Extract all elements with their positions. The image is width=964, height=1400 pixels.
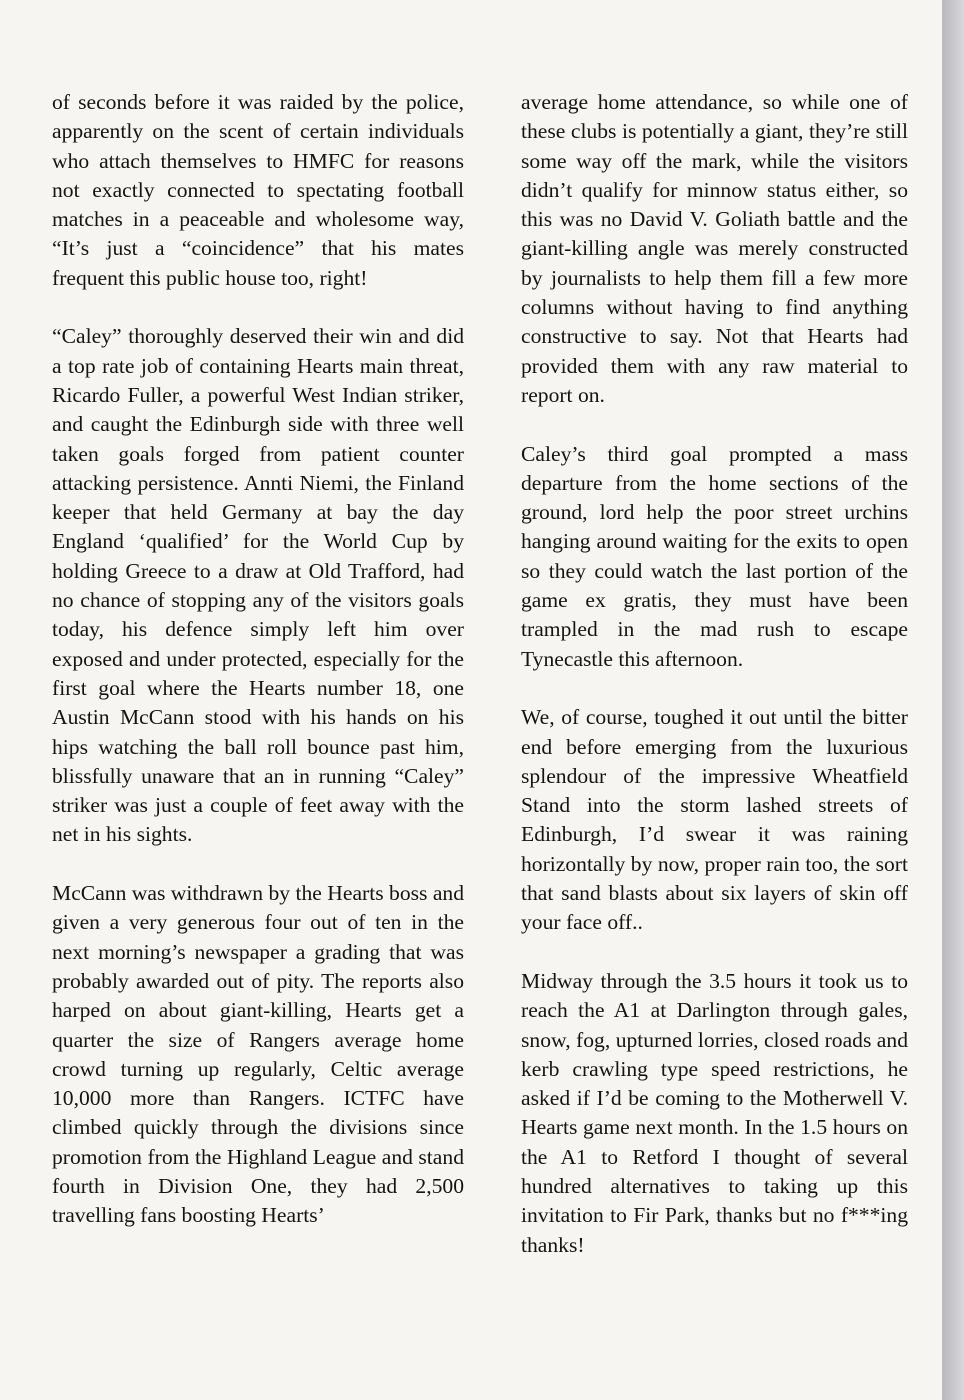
page-edge [942,0,964,1400]
paragraph: of seconds before it was raided by the police, apparently on the scent of certain individuals who attach themselves to HMFC for reasons not exactly connected to spectating football matches in a peaceable and wholesome way, “It’s just a “coincidence” that his mates frequent this public house too, right! [52,90,464,290]
paragraph: We, of course, toughed it out until the bitter end before emerging from the luxurious splendour of the impressive Wheatfield Stand into the storm lashed streets of Edinburgh, I’d swear it was raining horizontally by now, proper rain too, the sort that sand blasts about six layers of skin off your face off.. [521,705,908,935]
left-text-column [52,88,464,1231]
paragraph: average home attendance, so while one of these clubs is potentially a giant, they’re still some way off the mark, while the visitors didn’t qualify for minnow status either, so this was no David V. Goliath battle and the giant-killing angle was merely constructed by journalists to help them fill a few more columns without having to find anything constructive to say. Not that Hearts had provided them with any raw material to report on. [521,90,908,407]
paragraph: “Caley” thoroughly deserved their win and did a top rate job of containing Hearts main threat, Ricardo Fuller, a powerful West Indian striker, and caught the Edinburgh side with three well taken goals forged from patient counter attacking persistence. Annti Niemi, the Finland keeper that held Germany at bay the day England ‘qualified’ for the World Cup by holding Greece to a draw at Old Trafford, had no chance of stopping any of the visitors goals today, his defence simply left him over exposed and under protected, especially for the first goal where the Hearts number 18, one Austin McCann stood with his hands on his hips watching the ball roll bounce past him, blissfully unaware that an in running “Caley” striker was just a couple of feet away with the net in his sights. [52,324,464,847]
paragraph: McCann was withdrawn by the Hearts boss and given a very generous four out of ten in the next morning’s newspaper a grading that was probably awarded out of pity. The reports also harped on about giant-killing, Hearts get a quarter the size of Rangers average home crowd turning up regularly, Celtic average 10,000 more than Rangers. ICTFC have climbed quickly through the divisions since promotion from the Highland League and stand fourth in Division One, they had 2,500 travelling fans boosting Hearts’ [52,881,464,1228]
right-text-column [521,88,908,1260]
paragraph: Midway through the 3.5 hours it took us to reach the A1 at Darlington through gales, snow, fog, upturned lorries, closed roads and kerb crawling type speed restrictions, he asked if I’d be coming to the Motherwell V. Hearts game next month. In the 1.5 hours on the A1 to Retford I thought of several hundred alternatives to taking up this invitation to Fir Park, thanks but no f***ing thanks! [521,968,908,1257]
paragraph: Caley’s third goal prompted a mass departure from the home sections of the ground, lord help the poor street urchins hanging around waiting for the exits to open so they could watch the last portion of the game ex gratis, they must have been trampled in the mad rush to escape Tynecastle this afternoon. [521,441,908,671]
